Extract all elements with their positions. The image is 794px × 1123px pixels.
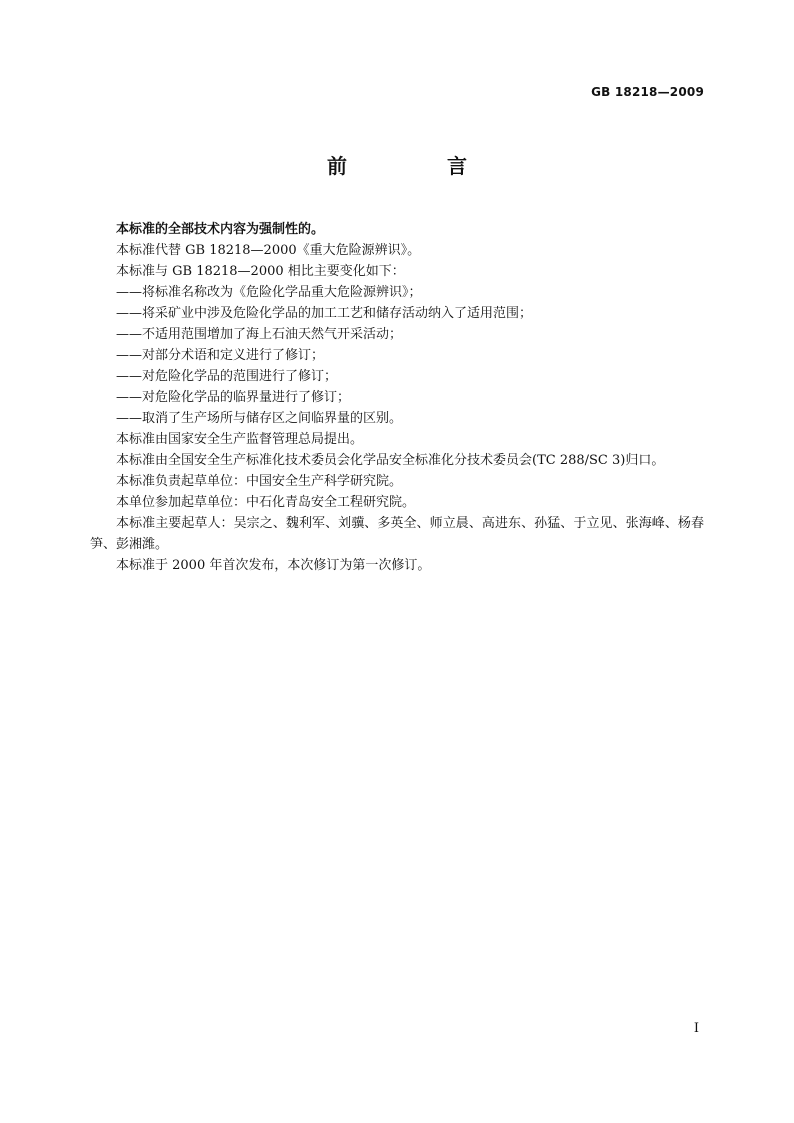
standard-code: GB 18218—2009 bbox=[591, 85, 704, 99]
list-item-change: ——将标准名称改为《危险化学品重大危险源辨识》； bbox=[116, 285, 422, 300]
paragraph-replaces: 本标准代替 GB 18218—2000《重大危险源辨识》。 bbox=[116, 243, 421, 258]
paragraph-mandatory-statement: 本标准的全部技术内容为强制性的。 bbox=[116, 222, 325, 237]
paragraph-drafting-unit: 本标准负责起草单位：中国安全生产科学研究院。 bbox=[116, 474, 403, 489]
list-item-change: ——不适用范围增加了海上石油天然气开采活动； bbox=[116, 327, 403, 342]
list-item-change: ——对部分术语和定义进行了修订； bbox=[116, 348, 325, 363]
foreword-body bbox=[90, 219, 704, 576]
paragraph-participating-unit: 本单位参加起草单位：中石化青岛安全工程研究院。 bbox=[116, 495, 416, 510]
list-item-change: ——对危险化学品的临界量进行了修订； bbox=[116, 390, 351, 405]
paragraph-changes-intro: 本标准与 GB 18218—2000 相比主要变化如下： bbox=[116, 264, 405, 279]
paragraph-drafters: 本标准主要起草人：吴宗之、魏利军、刘骥、多英全、师立晨、高进东、孙猛、于立见、张海峰、杨春笋、彭湘潍。 bbox=[90, 516, 704, 552]
paragraph-publication-history: 本标准于 2000 年首次发布，本次修订为第一次修订。 bbox=[116, 558, 431, 573]
page-title: 前 言 bbox=[327, 154, 507, 178]
page-number: I bbox=[693, 1021, 699, 1036]
paragraph-proposed-by: 本标准由国家安全生产监督管理总局提出。 bbox=[116, 432, 364, 447]
list-item-change: ——将采矿业中涉及危险化学品的加工工艺和储存活动纳入了适用范围； bbox=[116, 306, 533, 321]
paragraph-technical-committee: 本标准由全国安全生产标准化技术委员会化学品安全标准化分技术委员会(TC 288/SC 3)归口。 bbox=[116, 453, 665, 468]
list-item-change: ——对危险化学品的范围进行了修订； bbox=[116, 369, 338, 384]
list-item-change: ——取消了生产场所与储存区之间临界量的区别。 bbox=[116, 411, 403, 426]
